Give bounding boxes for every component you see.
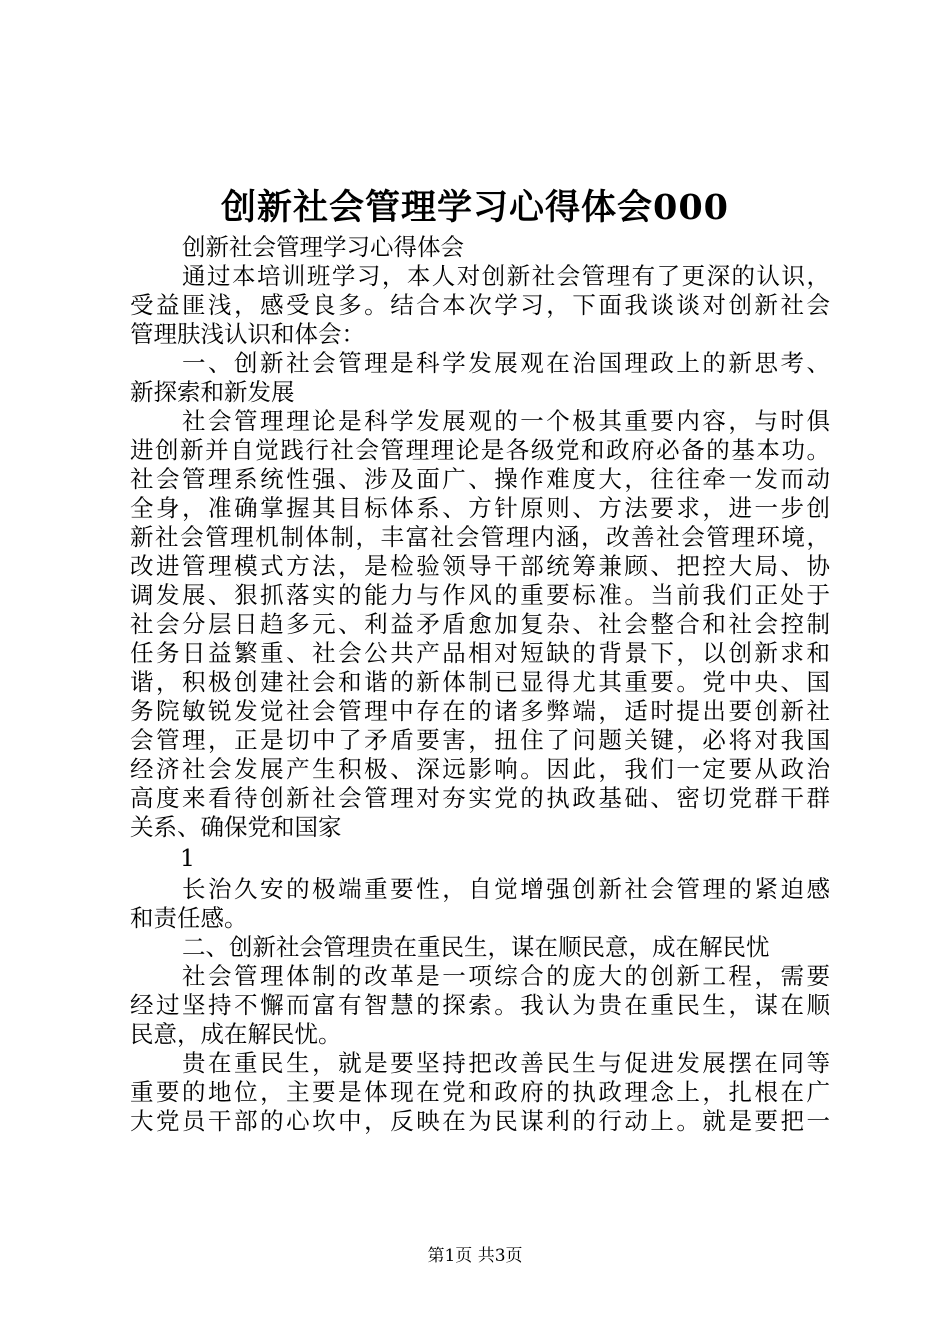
- paragraph-line: 和责任感。: [130, 904, 248, 932]
- paragraph-line: 任务日益繁重、社会公共产品相对短缺的背景下，以创新求和: [130, 639, 830, 667]
- paragraph-line: 新社会管理机制体制，丰富社会管理内涵，改善社会管理环境，: [130, 523, 830, 551]
- paragraph-line: 贵在重民生，就是要坚持把改善民生与促进发展摆在同等: [182, 1049, 830, 1077]
- section-heading: 二、创新社会管理贵在重民生，谋在顺民意，成在解民忧: [182, 933, 770, 961]
- paragraph-line: 全身，准确掌握其目标体系、方针原则、方法要求，进一步创: [130, 494, 830, 522]
- paragraph-line: 改进管理模式方法，是检验领导干部统筹兼顾、把控大局、协: [130, 552, 830, 580]
- page-marker: 1: [180, 844, 195, 872]
- paragraph-line: 社会管理理论是科学发展观的一个极其重要内容，与时俱: [182, 407, 830, 435]
- paragraph-line: 管理肤浅认识和体会：: [130, 320, 365, 348]
- paragraph-line: 调发展、狠抓落实的能力与作风的重要标准。当前我们正处于: [130, 581, 830, 609]
- paragraph-line: 务院敏锐发觉社会管理中存在的诸多弊端，适时提出要创新社: [130, 697, 830, 725]
- paragraph-line: 进创新并自觉践行社会管理理论是各级党和政府必备的基本功。: [130, 436, 830, 464]
- paragraph-line: 通过本培训班学习，本人对创新社会管理有了更深的认识，: [182, 262, 830, 290]
- section-heading: 一、创新社会管理是科学发展观在治国理政上的新思考、: [182, 349, 830, 377]
- paragraph-line: 经过坚持不懈而富有智慧的探索。我认为贵在重民生，谋在顺: [130, 991, 830, 1019]
- paragraph-line: 民意，成在解民忧。: [130, 1020, 342, 1048]
- paragraph-line: 会管理，正是切中了矛盾要害，扭住了问题关键，必将对我国: [130, 726, 830, 754]
- document-body: [130, 233, 830, 1136]
- paragraph-line: 社会分层日趋多元、利益矛盾愈加复杂、社会整合和社会控制: [130, 610, 830, 638]
- section-heading: 新探索和新发展: [130, 378, 295, 406]
- document-subtitle: 创新社会管理学习心得体会: [182, 233, 464, 261]
- paragraph-line: 社会管理体制的改革是一项综合的庞大的创新工程，需要: [182, 962, 830, 990]
- paragraph-line: 高度来看待创新社会管理对夯实党的执政基础、密切党群干群: [130, 784, 830, 812]
- paragraph-line: 大党员干部的心坎中，反映在为民谋利的行动上。就是要把一: [130, 1107, 830, 1135]
- paragraph-line: 关系、确保党和国家: [130, 813, 342, 841]
- paragraph-line: 社会管理系统性强、涉及面广、操作难度大，往往牵一发而动: [130, 465, 830, 493]
- paragraph-line: 受益匪浅，感受良多。结合本次学习，下面我谈谈对创新社会: [130, 291, 830, 319]
- paragraph-line: 长治久安的极端重要性，自觉增强创新社会管理的紧迫感: [182, 875, 830, 903]
- paragraph-line: 谐，积极创建社会和谐的新体制已显得尤其重要。党中央、国: [130, 668, 830, 696]
- page-footer: 第1页 共3页: [427, 1246, 523, 1266]
- document-title: 创新社会管理学习心得体会000: [220, 187, 730, 228]
- paragraph-line: 经济社会发展产生积极、深远影响。因此，我们一定要从政治: [130, 755, 830, 783]
- paragraph-line: 重要的地位，主要是体现在党和政府的执政理念上，扎根在广: [130, 1078, 830, 1106]
